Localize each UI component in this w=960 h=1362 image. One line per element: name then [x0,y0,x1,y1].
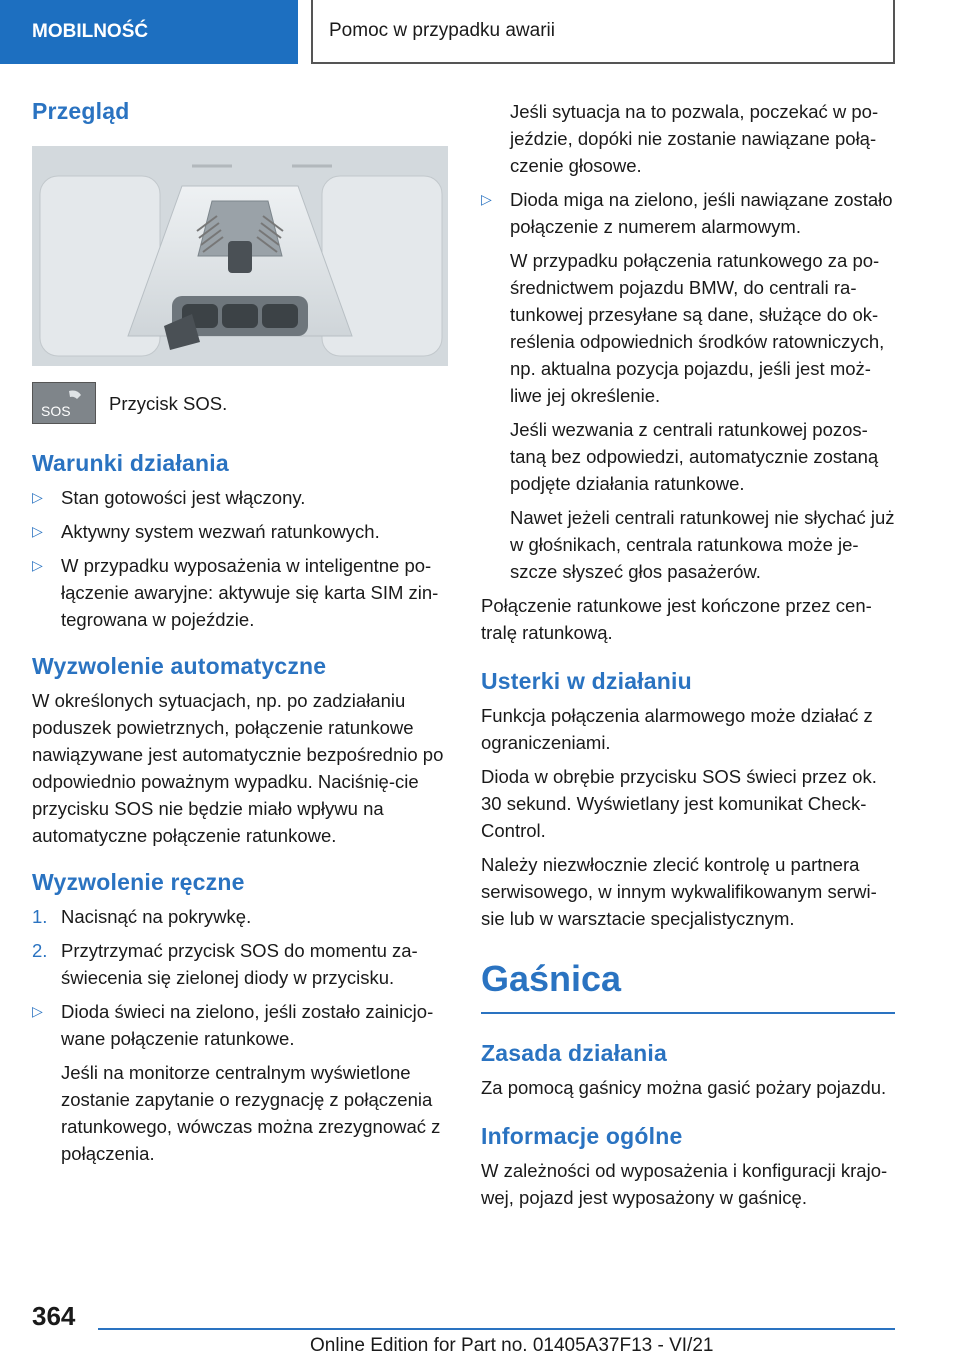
edition-info: Online Edition for Part no. 01405A37F13 - VI/21 [310,1335,714,1356]
call-end-note: Połączenie ratunkowe jest kończone przez cen-tralę ratunkową. [481,595,872,643]
triangle-bullet-icon: ▷ [32,523,43,539]
wait-note: Jeśli sytuacja na to pozwala, poczekać w po-jeździe, dopóki nie zostanie nawiązane połą-czenie głosowe. [510,101,879,176]
list-item: ▷ Stan gotowości jest włączony. [32,484,448,511]
chapter-tab[interactable]: MOBILNOŚĆ [0,0,298,64]
footer-divider [98,1328,895,1330]
faults-heading: Usterki w działaniu [481,668,692,694]
triangle-bullet-icon: ▷ [32,489,43,505]
sos-button-legend [32,382,448,424]
section-title: Pomoc w przypadku awarii [311,0,895,64]
cancel-note: Jeśli na monitorze centralnym wyświetlone zostanie zapytanie o rezygnację z połączenia ratunkowego, wówczas można zrezygnować z połączenia. [61,1062,441,1164]
audio-note: Nawet jeżeli centrali ratunkowej nie słychać już w głośnikach, centrala ratunkowa może je-szcze słyszeć głos pasażerów. [510,507,895,582]
faults-text-3: Należy niezwłocznie zlecić kontrolę u partnera serwisowego, w innym wykwalifikowanym serwi-sie lub w warsztacie specjalistycznym. [481,854,877,929]
overhead-console-illustration [32,146,448,366]
list-item: ▷ Dioda świeci na zielono, jeśli zostało zainicjo-wane połączenie ratunkowe. [32,998,448,1052]
faults-text-2: Dioda w obrębie przycisku SOS świeci przez ok. 30 sekund. Wyświetlany jest komunikat Check-Control. [481,766,877,841]
list-item: ▷ Dioda miga na zielono, jeśli nawiązane zostało połączenie z numerem alarmowym. [481,186,895,240]
sos-icon-text: SOS [41,403,71,419]
page-number: 364 [32,1301,76,1331]
triangle-bullet-icon: ▷ [32,1003,43,1019]
data-transfer-note: W przypadku połączenia ratunkowego za po-średnictwem pojazdu BMW, do centrali ra-tunkowej przesyłane są dane, służące do ok-reślenia odpowiednich środków ratowniczych, np. aktualna pozycja pojazdu, jeśli jest moż-liwe jej określenie. [510,250,885,406]
overview-heading: Przegląd [32,98,130,124]
step-item: 1. Nacisnąć na pokrywkę. [32,906,252,927]
sos-panel-photo [32,146,448,366]
extinguisher-heading: Gaśnica [481,956,895,1014]
faults-text-1: Funkcja połączenia alarmowego może działać z ograniczeniami. [481,705,873,753]
right-column [481,98,895,1218]
conditions-heading: Warunki działania [32,450,229,476]
sos-caption: Przycisk SOS. [109,393,228,414]
auto-trigger-heading: Wyzwolenie automatyczne [32,653,327,679]
left-column [32,96,448,1174]
principle-text: Za pomocą gaśnicy można gasić pożary pojazdu. [481,1077,887,1098]
manual-trigger-heading: Wyzwolenie ręczne [32,869,245,895]
sos-phone-icon [32,382,96,424]
step-item: 2. Przytrzymać przycisk SOS do momentu za-świecenia się zielonej diody w przycisku. [32,940,418,988]
triangle-bullet-icon: ▷ [32,557,43,573]
list-item: ▷ Aktywny system wezwań ratunkowych. [32,518,448,545]
no-answer-note: Jeśli wezwania z centrali ratunkowej pozos-taną bez odpowiedzi, automatycznie zostaną podjęte działania ratunkowe. [510,419,879,494]
auto-trigger-text: W określonych sytuacjach, np. po zadziałaniu poduszek powietrznych, połączenie ratunkowe nawiązywane jest automatycznie bezpośrednio po odpowiednio poważnym wypadku. Naciśnię-cie przycisku SOS nie będzie miało wpływu na automatyczne połączenie ratunkowe. [32,690,444,846]
principle-heading: Zasada działania [481,1040,667,1066]
triangle-bullet-icon: ▷ [481,191,492,207]
list-item: ▷ W przypadku wyposażenia w inteligentne po-łączenie awaryjne: aktywuje się karta SIM zin-tegrowana w pojeździe. [32,552,448,633]
general-info-text: W zależności od wyposażenia i konfiguracji krajo-wej, pojazd jest wyposażony w gaśnicę. [481,1160,888,1208]
general-info-heading: Informacje ogólne [481,1123,683,1149]
